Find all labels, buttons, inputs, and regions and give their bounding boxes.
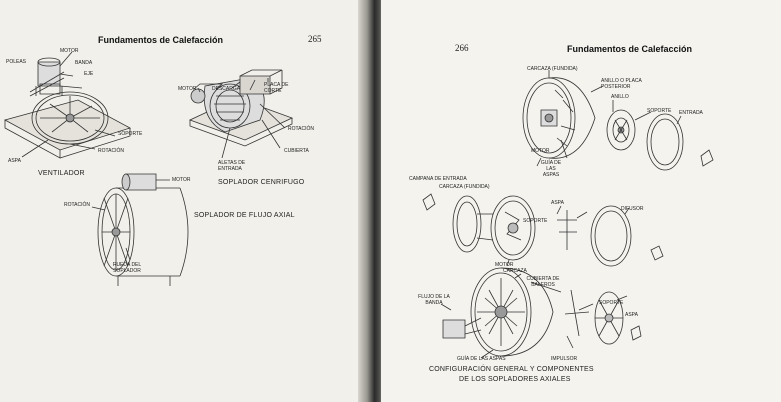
fan-label-rotacion: ROTACIÓN	[98, 148, 125, 154]
fan-label-eje: EJE	[84, 71, 94, 77]
fan-label-banda: BANDA	[75, 60, 93, 66]
fan-label-soporte: SOPORTE	[118, 131, 143, 137]
axial-caption: SOPLADOR DE FLUJO AXIAL	[194, 212, 295, 219]
fan-label-aspa: ASPA	[8, 158, 21, 164]
fig3-label-soporte: SOPORTE	[599, 300, 624, 306]
fig1-label-motor: MOTOR	[531, 148, 550, 154]
fig2-label-difusor: DIFUSOR	[621, 206, 644, 212]
fig1-label-anillo-placa: ANILLO O PLACA POSTERIOR	[601, 78, 642, 90]
fig3-label-impulsor: IMPULSOR	[551, 356, 578, 362]
fig2-label-aspa: ASPA	[551, 200, 564, 206]
fan-caption: VENTILADOR	[38, 170, 85, 177]
page-number-left: 265	[308, 34, 322, 44]
left-page	[0, 0, 368, 402]
fig3-label-flujo: FLUJO DE LA BANDA	[418, 294, 450, 306]
fig3-label-carcaza: CARCAZA	[503, 268, 527, 274]
fan-label-motor: MOTOR	[60, 48, 79, 54]
fig3-label-cubierta: CUBIERTA DE BALEROS	[526, 276, 560, 288]
fig3-label-guia: GUÍA DE LAS ASPAS	[457, 356, 506, 362]
figure-caption-line1: CONFIGURACIÓN GENERAL Y COMPONENTES	[429, 366, 594, 373]
fig1-label-entrada: ENTRADA	[679, 110, 703, 116]
blower-caption: SOPLADOR CENRIFUGO	[218, 179, 305, 186]
left-illustrations	[0, 0, 368, 402]
blower-label-descarga: DESCARGA	[212, 86, 241, 92]
page-header-right: Fundamentos de Calefacción	[567, 44, 693, 54]
axial-exploded-fig2	[423, 194, 663, 266]
right-page	[381, 0, 781, 402]
axial-label-rotacion: ROTACIÓN	[64, 202, 91, 208]
fig1-label-soporte: SOPORTE	[647, 108, 672, 114]
page-number-right: 266	[455, 43, 469, 53]
fig2-label-motor: MOTOR	[495, 262, 514, 268]
fig1-label-guia: GUÍA DE LAS ASPAS	[540, 160, 562, 178]
blower-label-motor: MOTOR	[178, 86, 197, 92]
fig1-label-anillo: ANILLO	[611, 94, 629, 100]
figure-caption-line2: DE LOS SOPLADORES AXIALES	[459, 376, 571, 383]
axial-label-rueda: RUEDA DEL SOPLADOR	[112, 262, 142, 274]
right-illustrations	[381, 0, 781, 402]
fig2-label-carcaza: CARCAZA (FUNDIDA)	[439, 184, 490, 190]
axial-label-motor: MOTOR	[172, 177, 191, 183]
fig2-label-campana: CAMPANA DE ENTRADA	[409, 176, 467, 182]
fig3-label-aspa: ASPA	[625, 312, 638, 318]
page-header-left: Fundamentos de Calefacción	[98, 35, 224, 45]
fig2-label-soporte: SOPORTE	[523, 218, 548, 224]
blower-label-rotacion: ROTACIÓN	[288, 126, 315, 132]
blower-label-aletas: ALETAS DE ENTRADA	[218, 160, 246, 172]
blower-label-cubierta: CUBIERTA	[284, 148, 309, 154]
fan-drawing	[5, 52, 130, 158]
fan-label-poleas: POLEAS	[6, 59, 27, 65]
fig1-label-carcaza: CARCAZA (FUNDIDA)	[527, 66, 578, 72]
blower-label-placa: PLACA DE CORTE	[264, 82, 289, 94]
